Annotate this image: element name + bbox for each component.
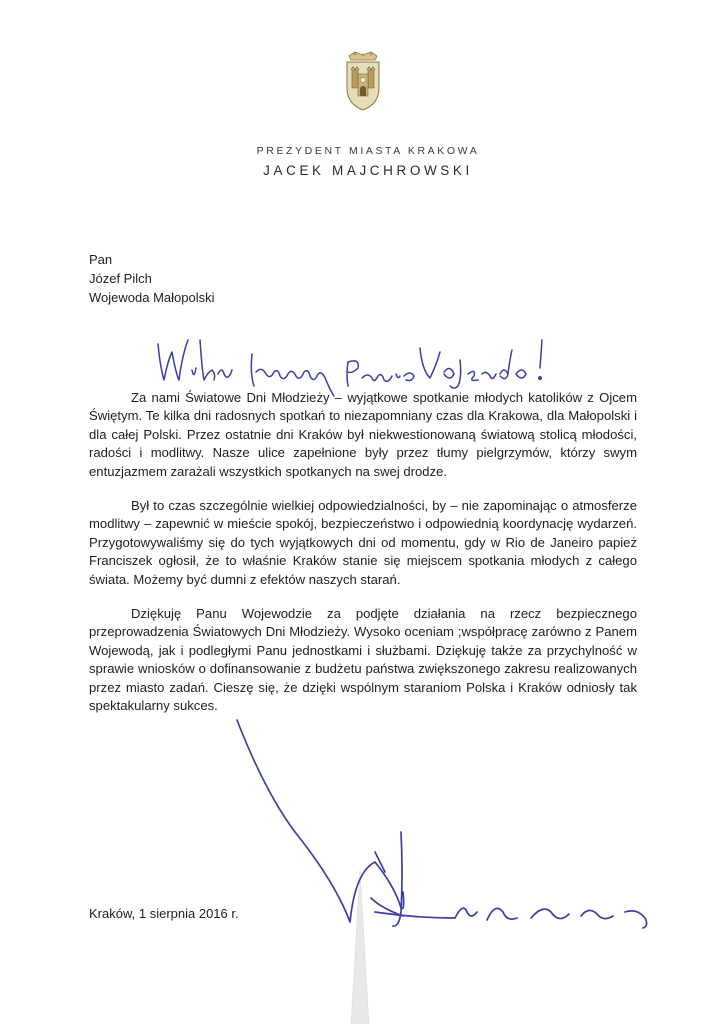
paragraph: Dziękuję Panu Wojewodzie za podjęte działania na rzecz bezpiecznego przeprowadzenia Światowych Dni Młodzieży. Wysoko oceniam ;współpracę zarówno z Panem Wojewodą, jak i podległymi Panu jednostkami i służbami. Dziękuję także za przychylność w sprawie wniosków o dofinansowanie z budżetu państwa zwiększonego zakresu realizowanych przez miasto zadań. Cieszę się, że dzięki wspólnym staraniom Polska i Kraków odniosły tak spektakularny sukces. — [89, 606, 637, 714]
addressee-title: Wojewoda Małopolski — [89, 290, 215, 305]
header-title: PREZYDENT MIASTA KRAKOWA — [256, 145, 480, 157]
addressee-honorific: Pan — [89, 252, 113, 267]
place-date: Kraków, 1 sierpnia 2016 r. — [89, 906, 239, 921]
paragraph: Za nami Światowe Dni Młodzieży – wyjątkowe spotkanie młodych katolików z Ojcem Świętym. Te kilka dni radosnych spotkań to niezapomniany czas dla Krakowa, dla Małopolski i dla całej Polski. Przez ostatnie dni Kraków był niekwestionowaną światową stolicą młodości, radości i modlitwy. Nasze ulice zapełnione były przez tłumy pielgrzymów, którzy swym entuzjazmem zarażali wszystkich spotkanych na swej drodze. — [89, 390, 637, 479]
addressee-name: Józef Pilch — [89, 271, 152, 286]
header-name: JACEK MAJCHROWSKI — [263, 163, 473, 178]
addressee-block — [89, 250, 215, 307]
signature-icon — [225, 712, 665, 1032]
letter-body — [89, 389, 637, 732]
paragraph: Był to czas szczególnie wielkiej odpowiedzialności, by – nie zapominając o atmosferze modlitwy – zapewnić w mieście spokój, bezpieczeństwo i odpowiednią koordynację wydarzeń. Przygotowywaliśmy się do tych wyjątkowych dni od momentu, gdy w Rio de Janeiro papież Franciszek ogłosił, że to właśnie Kraków stanie się miejscem spotkania młodych z całego świata. Możemy być dumni z efektów naszych starań. — [89, 498, 637, 587]
city-crest-icon — [341, 50, 385, 112]
